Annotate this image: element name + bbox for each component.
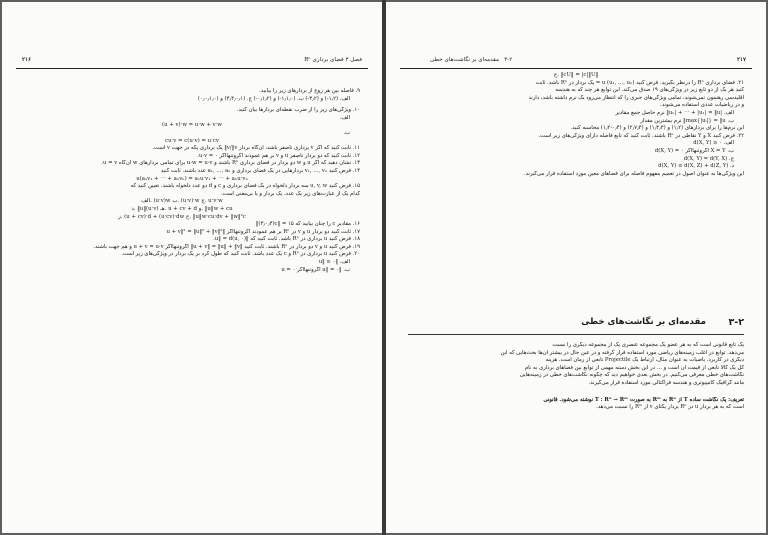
text-line: ۲۰. فرض کنید u برداری در Rⁿ و c یک عدد باشد. ثابت کنید که طول کرد بر یک بردار در ویژگی‌های زیر است. — [121, 251, 360, 258]
text-line: این نرم‌ها را برای بردارهای (۱٫۲) و (۱٫۴٫۴) و (۲٫۷٫۴) و (۰٫۴-۱٫۲) محاسبه کنید. — [570, 125, 744, 132]
text-line: تعریف: یک نگاشت ساده T از Rⁿ به Rᵐ به صورت T : Rⁿ → Rᵐ نوشته می‌شود. قانونی — [543, 396, 744, 403]
text-line: کنید هر یک از دو تابع زیر در ویژگی‌های ۱۹ صدق می‌کند. این توابع هر چند که به هندسه — [555, 87, 744, 94]
text-line: مانند گرافیک کامپیوتری و هندسه فراکتالی مورد استفاده قرار می‌گیرند. — [588, 379, 744, 386]
spacer — [408, 388, 744, 397]
text-line: ۱۳. نشان دهید که اگر u و w دو بردار در فضای برداری Rⁿ باشند و u·w = u·v برای تمامی بردارهای w آن‌گاه u = v. — [101, 160, 360, 167]
text-line: ۱۰. ویژگی‌های زیر را از ضرب نقطه‌ای بردارها بیان کنید. — [236, 107, 360, 114]
exercise-list — [24, 88, 360, 274]
left-page — [2, 2, 382, 533]
text-line: الف. (u·v)w ب. (u·v)·w ج. u·v·w — [141, 198, 223, 205]
text-line: الف. — [339, 114, 350, 121]
text-line: ۲۲. فرض کنید X و Y نقاطی در Rⁿ باشند. ثابت کنید که تابع فاصله دارای ویژگی‌های زیر است. — [538, 132, 744, 139]
text-line: ۱۵. فرض کنید u, v, w سه بردار دلخواه در یک فضای برداری و c و d دو عدد دلخواه باشند. تعیین کنید که — [130, 183, 360, 190]
text-line: د. ‖u‖(u·v) هـ. u + cv + d و. ‖u‖w + cu — [131, 205, 233, 212]
text-line: است که به هر بردار u در Rⁿ بردار یکتای v از Rᵐ را نسبت می‌دهد. — [596, 404, 744, 411]
text-line: ۱۱. ثابت کنید که اگر v برداری ناصفر باشد، آن‌گاه بردار v/‖v‖ یک برداری یکه در جهت v است. — [152, 145, 360, 152]
text-line: ب. — [343, 129, 350, 136]
text-line: ۱۶. مقادیر c را چنان بیابید که ۱۵ = ‖c(۳٫۰٫۴)‖ — [255, 221, 360, 228]
section-heading — [408, 314, 744, 335]
text-line: ب. max{|uᵢ|} = ‖u‖ نرم بیشترین مقدار — [640, 117, 734, 124]
text-line: cu·v = c(u·v) = u·cv — [165, 137, 219, 144]
section-number: ۳-۲ — [728, 317, 744, 328]
page-number: ۲۱۷ — [736, 57, 746, 63]
text-line: و در ریاضیات عددی استفاده می‌شوند. — [660, 102, 744, 109]
text-line: د. d(X, Y) ≤ d(X, Z) + d(Z, Y) — [658, 163, 734, 170]
text-line: نگاشت‌های خطی معرفی می‌کنیم. در بخش بعدی خواهیم دید که چگونه نگاشت‌های خطی در زمینه‌هایی — [519, 372, 744, 379]
section-title: مقدمه‌ای بر نگاشت‌های خطی — [581, 317, 706, 327]
exercise-list — [408, 72, 744, 178]
text-line: یک تابع قانونی است که به هر عضو یک مجموعه عنصری یک از مجموعه دیگری را نسبت — [552, 342, 744, 348]
section-header-title: ۳-۲ مقدمه‌ای بر نگاشت‌های خطی — [430, 57, 513, 63]
running-header — [16, 56, 368, 69]
text-line: ج. d(X, Y) = d(Y, X) — [683, 155, 734, 162]
chapter-title: فصل ۳ فضای برداری Rⁿ — [304, 57, 362, 63]
text-line: ۱۴. فرض کنید v₁, …, vₙ بردارهایی در یک فضای برداری و a₁, …, aₙ عدد باشند. ثابت کنید — [160, 167, 360, 174]
text-line: ب. ‖u‖ = ۰ اگروتنهااگر u = ۰ — [281, 266, 350, 273]
text-line: u(a₁v₁ + ⋯ + aₙvₙ) = a₁u·v₁ + ⋯ + aₙu·vₙ — [136, 175, 248, 182]
text-line: اقلیدسی رهنمون نمی‌شوند، تمامی ویژگی‌های جبری را که انتظار می‌رود یک نرم داشته باشد، دارند — [528, 94, 744, 101]
text-line: ۱۷. ثابت کنید دو بردار u و v در Rⁿ بر هم عمودند اگروتنهااگر ‖u + v‖² = ‖u‖² + ‖v‖² — [166, 228, 360, 235]
text-line: الف. |uₙ| + ⋯ + |u₁| = ‖u‖ نرم حاصل جمع مقادیر — [615, 109, 734, 116]
text-line: الف. d(X, Y) ≥ ۰ — [693, 140, 734, 147]
text-line: ج. ‖cU‖ = |c|‖U‖ — [553, 72, 599, 78]
text-line: ۱۹. فرض کنید u و v دو بردار در Rⁿ باشند. ثابت کنید ‖u + v‖ = ‖u‖ + ‖v‖ اگروتنهااگر u + v = u·v و هم جهت باشند. — [93, 243, 360, 250]
text-line: می‌دهد. توابع در اغلب زمینه‌های ریاضی مورد استفاده قرار گرفته و در عین حال در بیشتر آن‌ها بحث‌هایی که این — [500, 349, 744, 356]
text-line: ۲۱. فضای برداری Rⁿ را درنظر بگیرید. فرض کنید (u₁, …, uₙ) u = یک بردار در Rⁿ باشد. ثابت — [535, 79, 744, 86]
text-line: (u + v)·w = u·w + v·w — [161, 122, 223, 129]
text-line: ۹. فاصله بین هر زوج از بردارهای زیر را بیابید. — [259, 88, 360, 94]
text-line: ۱۲. ثابت کنید که دو بردار ناصفر u و v بر هم عمودند اگر‌وتنها‌اگر u·v = ۰. — [197, 152, 360, 159]
text-line: ب. X = Y اگروتنهااگر d(X, Y) = ۰ — [654, 147, 734, 154]
text-line: کدام یک از عبارت‌های زیر یک عدد، یک بردار و یا بی‌معنی است. — [221, 190, 360, 197]
text-line: ز. (u + cv)·d + (u·cv)·dw ح. ‖u‖w·cu·dv + ‖w‖²c — [118, 213, 246, 220]
text-line: این ویژگی‌ها به عنوان اصول در تعمیم مفهوم فاصله برای فضاهای معین مورد استفاده قرار می‌گیرند. — [523, 170, 744, 177]
text-line: الف. (۱٫۲-) و (۳٫۲-) ب. (۱٫۱٫۰-) و (۰٫۱٫۲-) ج. (۳٫۴٫۰٫۱) و (۰٫۰٫۱٫۰) — [197, 95, 350, 102]
text-line: دیگری در کاربرد. یاضیات به عنوان مثال، ارتباط یک Projectile تابعی از زمان است. هزینه — [545, 357, 744, 364]
running-header — [400, 56, 752, 69]
right-page — [386, 2, 766, 533]
page-number: ۲۱۶ — [22, 57, 32, 63]
text-line: الف. ‖u‖ ≥ ۰ — [318, 259, 350, 266]
text-line: کل یک کالا تابعی از قیمت آن است و … در این بخش دسته مهمی از توابع بین فضاهای برداری به نام — [524, 364, 744, 371]
section-text — [408, 342, 744, 412]
text-line: ۱۸. فرض کنید u برداری در Rⁿ باشد. ثابت کنید که ‖u‖ = d(u, ۰). — [213, 236, 360, 243]
